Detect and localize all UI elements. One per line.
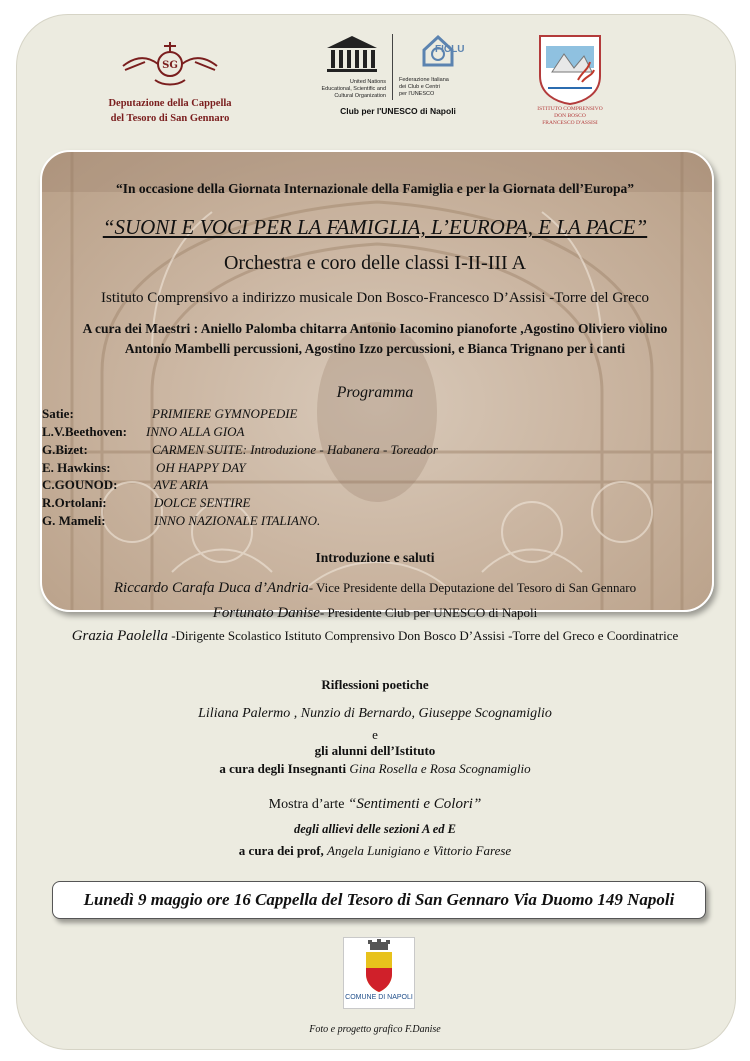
program-composer: Satie:	[42, 406, 74, 421]
guest-role: - Vice Presidente della Deputazione del Tesoro di San Gennaro	[308, 580, 637, 595]
school-logo	[534, 32, 606, 130]
students-line: gli alunni dell’Istituto	[314, 743, 436, 758]
program-composer: R.Ortolani:	[42, 495, 107, 510]
school-line3: FRANCESCO D'ASSISI	[542, 120, 598, 126]
guest-name: Grazia Paolella	[71, 628, 168, 644]
riflessioni-heading: Riflessioni poetiche	[321, 677, 429, 692]
comune-napoli-logo	[343, 937, 415, 1009]
teachers-line	[0, 761, 750, 777]
conjunction: e	[372, 727, 378, 742]
unesco-sub-line: United Nations	[349, 79, 386, 85]
program-piece: OH HAPPY DAY	[156, 460, 246, 475]
unesco-sub-line: Educational, Scientific and	[321, 86, 386, 92]
mostra-prefix: Mostra d’arte	[268, 797, 348, 812]
unesco-ficlu-logo	[318, 34, 478, 116]
ficlu-sub-line: dei Club e Centri	[398, 84, 440, 90]
program-composer: G. Mameli:	[42, 513, 106, 528]
guest-line	[0, 628, 750, 645]
occasion-line: “In occasione della Giornata Internazionale della Famiglia e per la Giornata dell’Europa”	[115, 181, 635, 196]
comune-label: COMUNE DI NAPOLI	[345, 994, 413, 1001]
guest-name: Fortunato Danise	[212, 605, 320, 621]
divider	[392, 34, 393, 100]
cappella-crest-icon	[115, 36, 225, 90]
program-piece: CARMEN SUITE: Introduzione - Habanera - Toreador	[152, 442, 438, 457]
guest-role: - Presidente Club per UNESCO di Napoli	[319, 605, 538, 620]
deputazione-logo	[100, 36, 240, 125]
mostra-teachers-names: Angela Lunigiano e Vittorio Farese	[327, 843, 512, 858]
program-piece: INNO NAZIONALE ITALIANO.	[154, 513, 321, 528]
program-composer: L.V.Beethoven:	[42, 424, 127, 439]
mostra-teachers-line	[0, 843, 750, 859]
guest-line	[0, 605, 750, 622]
unesco-sub-line: Cultural Organization	[334, 93, 386, 99]
ficlu-sub-line: Federazione Italiana	[398, 77, 449, 83]
unesco-temple-icon	[325, 34, 379, 74]
institute-line: Istituto Comprensivo a indirizzo musicale Don Bosco-Francesco D’Assisi -Torre del Greco	[101, 290, 649, 306]
event-details-box: Lunedì 9 maggio ore 16 Cappella del Tesoro di San Gennaro Via Duomo 149 Napoli	[52, 881, 706, 919]
teachers-names: Gina Rosella e Rosa Scognamiglio	[349, 761, 531, 776]
mostra-teachers-prefix: a cura dei prof,	[238, 843, 328, 858]
program-piece: PRIMIERE GYMNOPEDIE	[152, 406, 298, 421]
program-composer: G.Bizet:	[42, 442, 88, 457]
deputazione-line1: Deputazione della Cappella	[108, 98, 232, 109]
club-unesco-label: Club per l'UNESCO di Napoli	[340, 106, 456, 116]
maestri-line-1: A cura dei Maestri : Aniello Palomba chitarra Antonio Iacomino pianoforte ,Agostino Oliviero violino	[82, 321, 668, 336]
program-composer: E. Hawkins:	[42, 460, 111, 475]
school-text	[534, 106, 606, 127]
ficlu-sub-line: per l'UNESCO	[398, 91, 435, 97]
guest-line	[0, 580, 750, 597]
napoli-shield-icon	[344, 938, 414, 994]
deputazione-line2: del Tesoro di San Gennaro	[110, 113, 230, 124]
ficlu-word: FICLU	[434, 44, 465, 55]
program-composer: C.GOUNOD:	[42, 477, 118, 492]
program-piece: AVE ARIA	[154, 477, 209, 492]
mostra-students: degli allievi delle sezioni A ed E	[293, 822, 457, 836]
orchestra-line: Orchestra e coro delle classi I-II-III A	[223, 252, 527, 274]
mostra-line	[0, 796, 750, 813]
program-piece: INNO ALLA GIOA	[146, 424, 245, 439]
intro-heading: Introduzione e saluti	[315, 550, 435, 565]
school-line1: ISTITUTO COMPRENSIVO	[537, 106, 603, 112]
mostra-title: “Sentimenti e Colori”	[347, 796, 482, 812]
unesco-subtitle	[318, 79, 386, 100]
ficlu-subtitle	[399, 77, 459, 98]
svg-text:SG: SG	[162, 60, 178, 71]
event-title: “SUONI E VOCI PER LA FAMIGLIA, L’EUROPA, E LA PACE”	[102, 215, 648, 239]
guest-role: -Dirigente Scolastico Istituto Comprensivo Don Bosco D’Assisi -Torre del Greco e Coordinatrice	[167, 628, 679, 643]
guest-name: Riccardo Carafa Duca d’Andria	[113, 580, 309, 596]
school-line2: DON BOSCO	[554, 113, 586, 119]
program-piece: DOLCE SENTIRE	[154, 495, 251, 510]
photo-credit: Foto e progetto grafico F.Danise	[309, 1024, 441, 1035]
teachers-prefix: a cura degli Insegnanti	[219, 761, 350, 776]
programma-heading: Programma	[336, 384, 414, 401]
maestri-line-2: Antonio Mambelli percussioni, Agostino Izzo percussioni, e Bianca Trignano per i canti	[124, 341, 626, 356]
poets-line: Liliana Palermo , Nunzio di Bernardo, Giuseppe Scognamiglio	[198, 706, 552, 721]
school-crest-icon	[534, 32, 606, 106]
